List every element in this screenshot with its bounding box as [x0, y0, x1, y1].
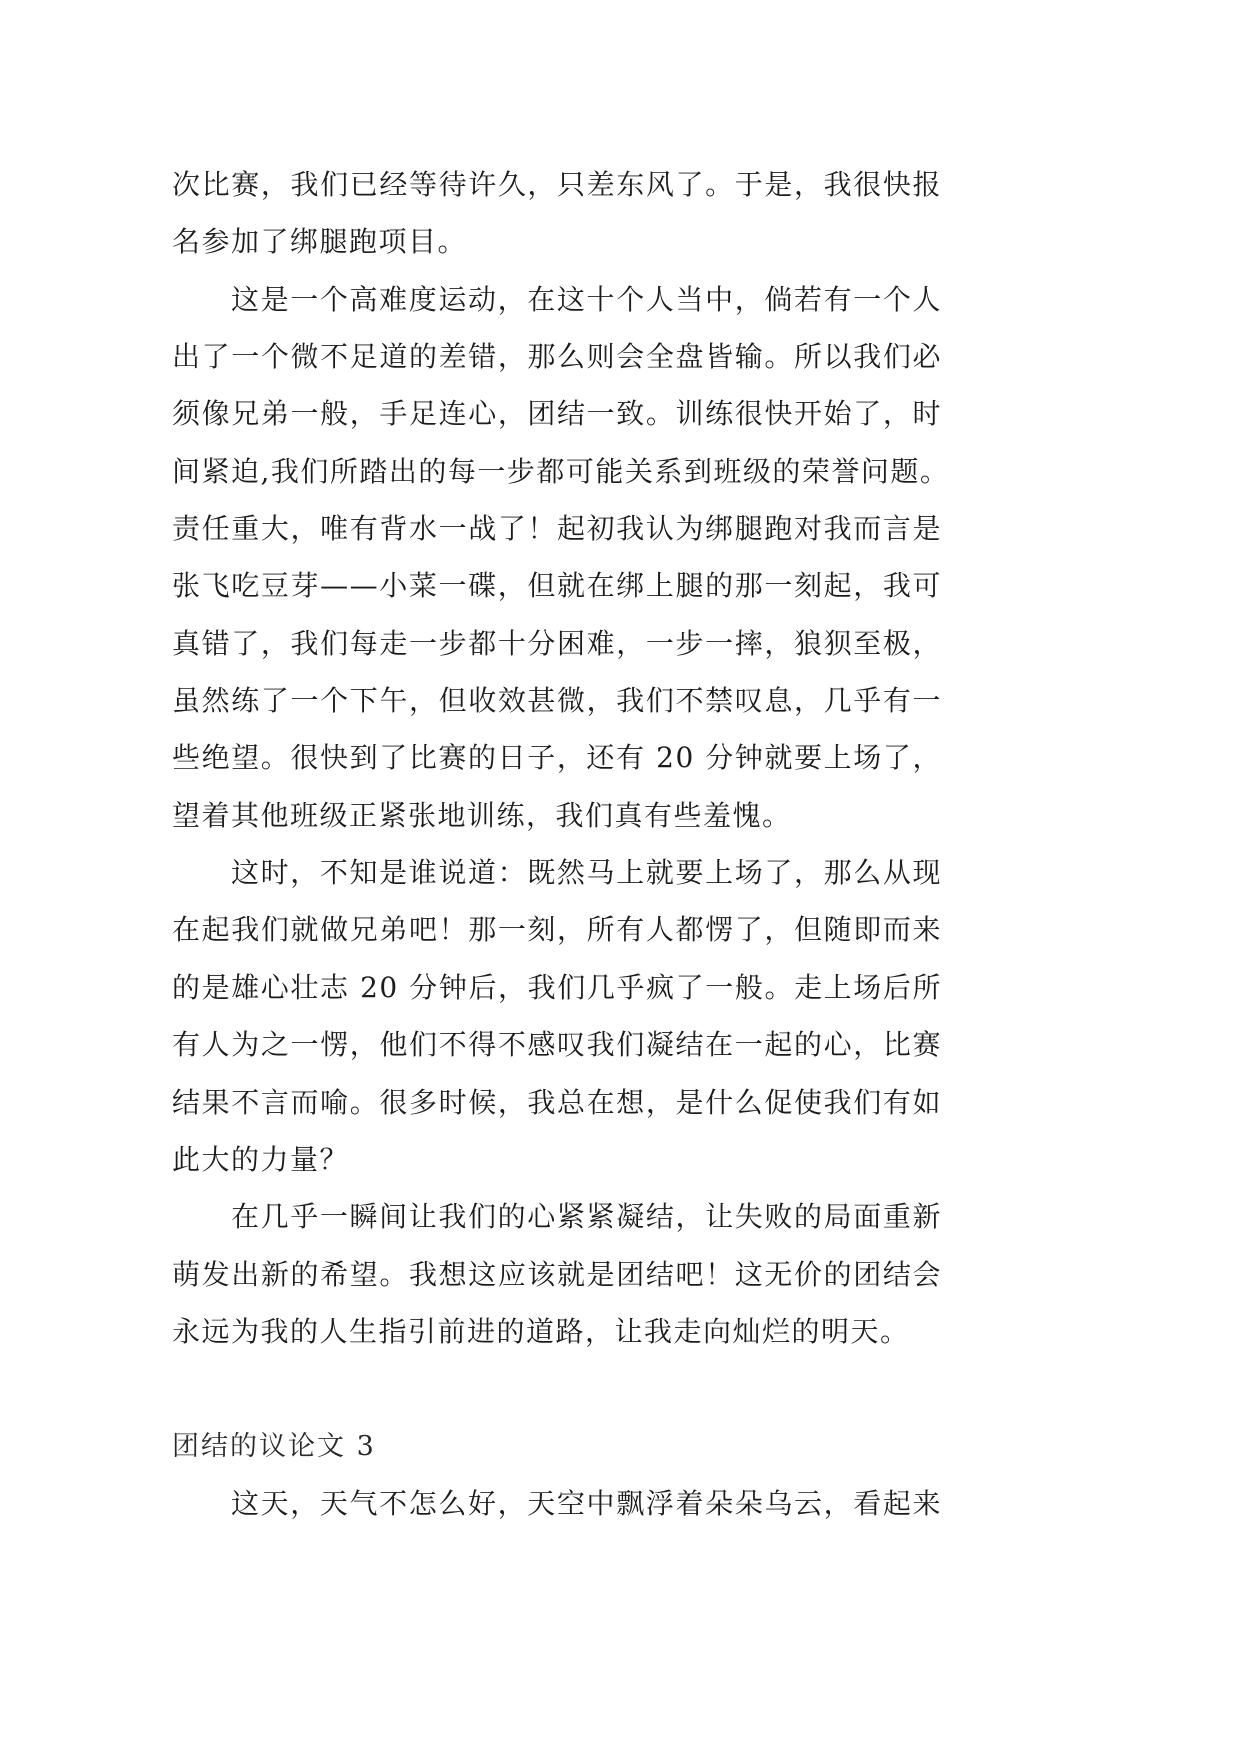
blank-line [172, 1360, 942, 1417]
text-line: 此大的力量？ [172, 1142, 350, 1176]
text-line: 这时，不知是谁说道：既然马上就要上场了，那么从现 [231, 856, 942, 890]
text-line: 永远为我的人生指引前进的道路，让我走向灿烂的明天。 [172, 1314, 910, 1348]
text-line: 这是一个高难度运动，在这十个人当中，倘若有一个人 [231, 282, 942, 316]
paragraph [172, 271, 950, 844]
text-line: 这天，天气不怎么好，天空中飘浮着朵朵乌云，看起来 [231, 1486, 942, 1520]
text-line: 些绝望。很快到了比赛的日子，还有 20 分钟就要上场了， [172, 741, 942, 775]
text-line: 间紧迫,我们所踏出的每一步都可能关系到班级的荣誉问题。 [172, 454, 950, 488]
paragraph [172, 1475, 942, 1532]
text-line: 名参加了绑腿跑项目。 [172, 225, 468, 259]
text-line: 结果不言而喻。很多时候，我总在想，是什么促使我们有如 [172, 1085, 942, 1119]
text-line: 虽然练了一个下午，但收效甚微，我们不禁叹息，几乎有一 [172, 684, 942, 718]
text-line: 出了一个微不足道的差错，那么则会全盘皆输。所以我们必 [172, 340, 942, 374]
text-line: 责任重大，唯有背水一战了！起初我认为绑腿跑对我而言是 [172, 512, 942, 546]
text-line: 在起我们就做兄弟吧！那一刻，所有人都愣了，但随即而来 [172, 913, 942, 947]
paragraph [172, 844, 942, 1188]
text-line: 望着其他班级正紧张地训练，我们真有些羞愧。 [172, 798, 792, 832]
text-line: 的是雄心壮志 20 分钟后，我们几乎疯了一般。走上场后所 [172, 970, 942, 1004]
text-line: 在几乎一瞬间让我们的心紧紧凝结，让失败的局面重新 [231, 1200, 942, 1234]
text-line: 萌发出新的希望。我想这应该就是团结吧！这无价的团结会 [172, 1257, 942, 1291]
text-line: 次比赛，我们已经等待许久，只差东风了。于是，我很快报 [172, 168, 942, 201]
section-heading: 团结的议论文 3 [172, 1430, 376, 1462]
text-line: 有人为之一愣，他们不得不感叹我们凝结在一起的心，比赛 [172, 1028, 942, 1062]
paragraph [172, 156, 942, 271]
body-text [172, 156, 950, 1532]
text-line: 须像兄弟一般，手足连心，团结一致。训练很快开始了，时 [172, 397, 942, 431]
text-line: 真错了，我们每走一步都十分困难，一步一摔，狼狈至极， [172, 626, 942, 660]
text-line: 张飞吃豆芽——小菜一碟，但就在绑上腿的那一刻起，我可 [172, 569, 942, 603]
paragraph [172, 1188, 942, 1360]
